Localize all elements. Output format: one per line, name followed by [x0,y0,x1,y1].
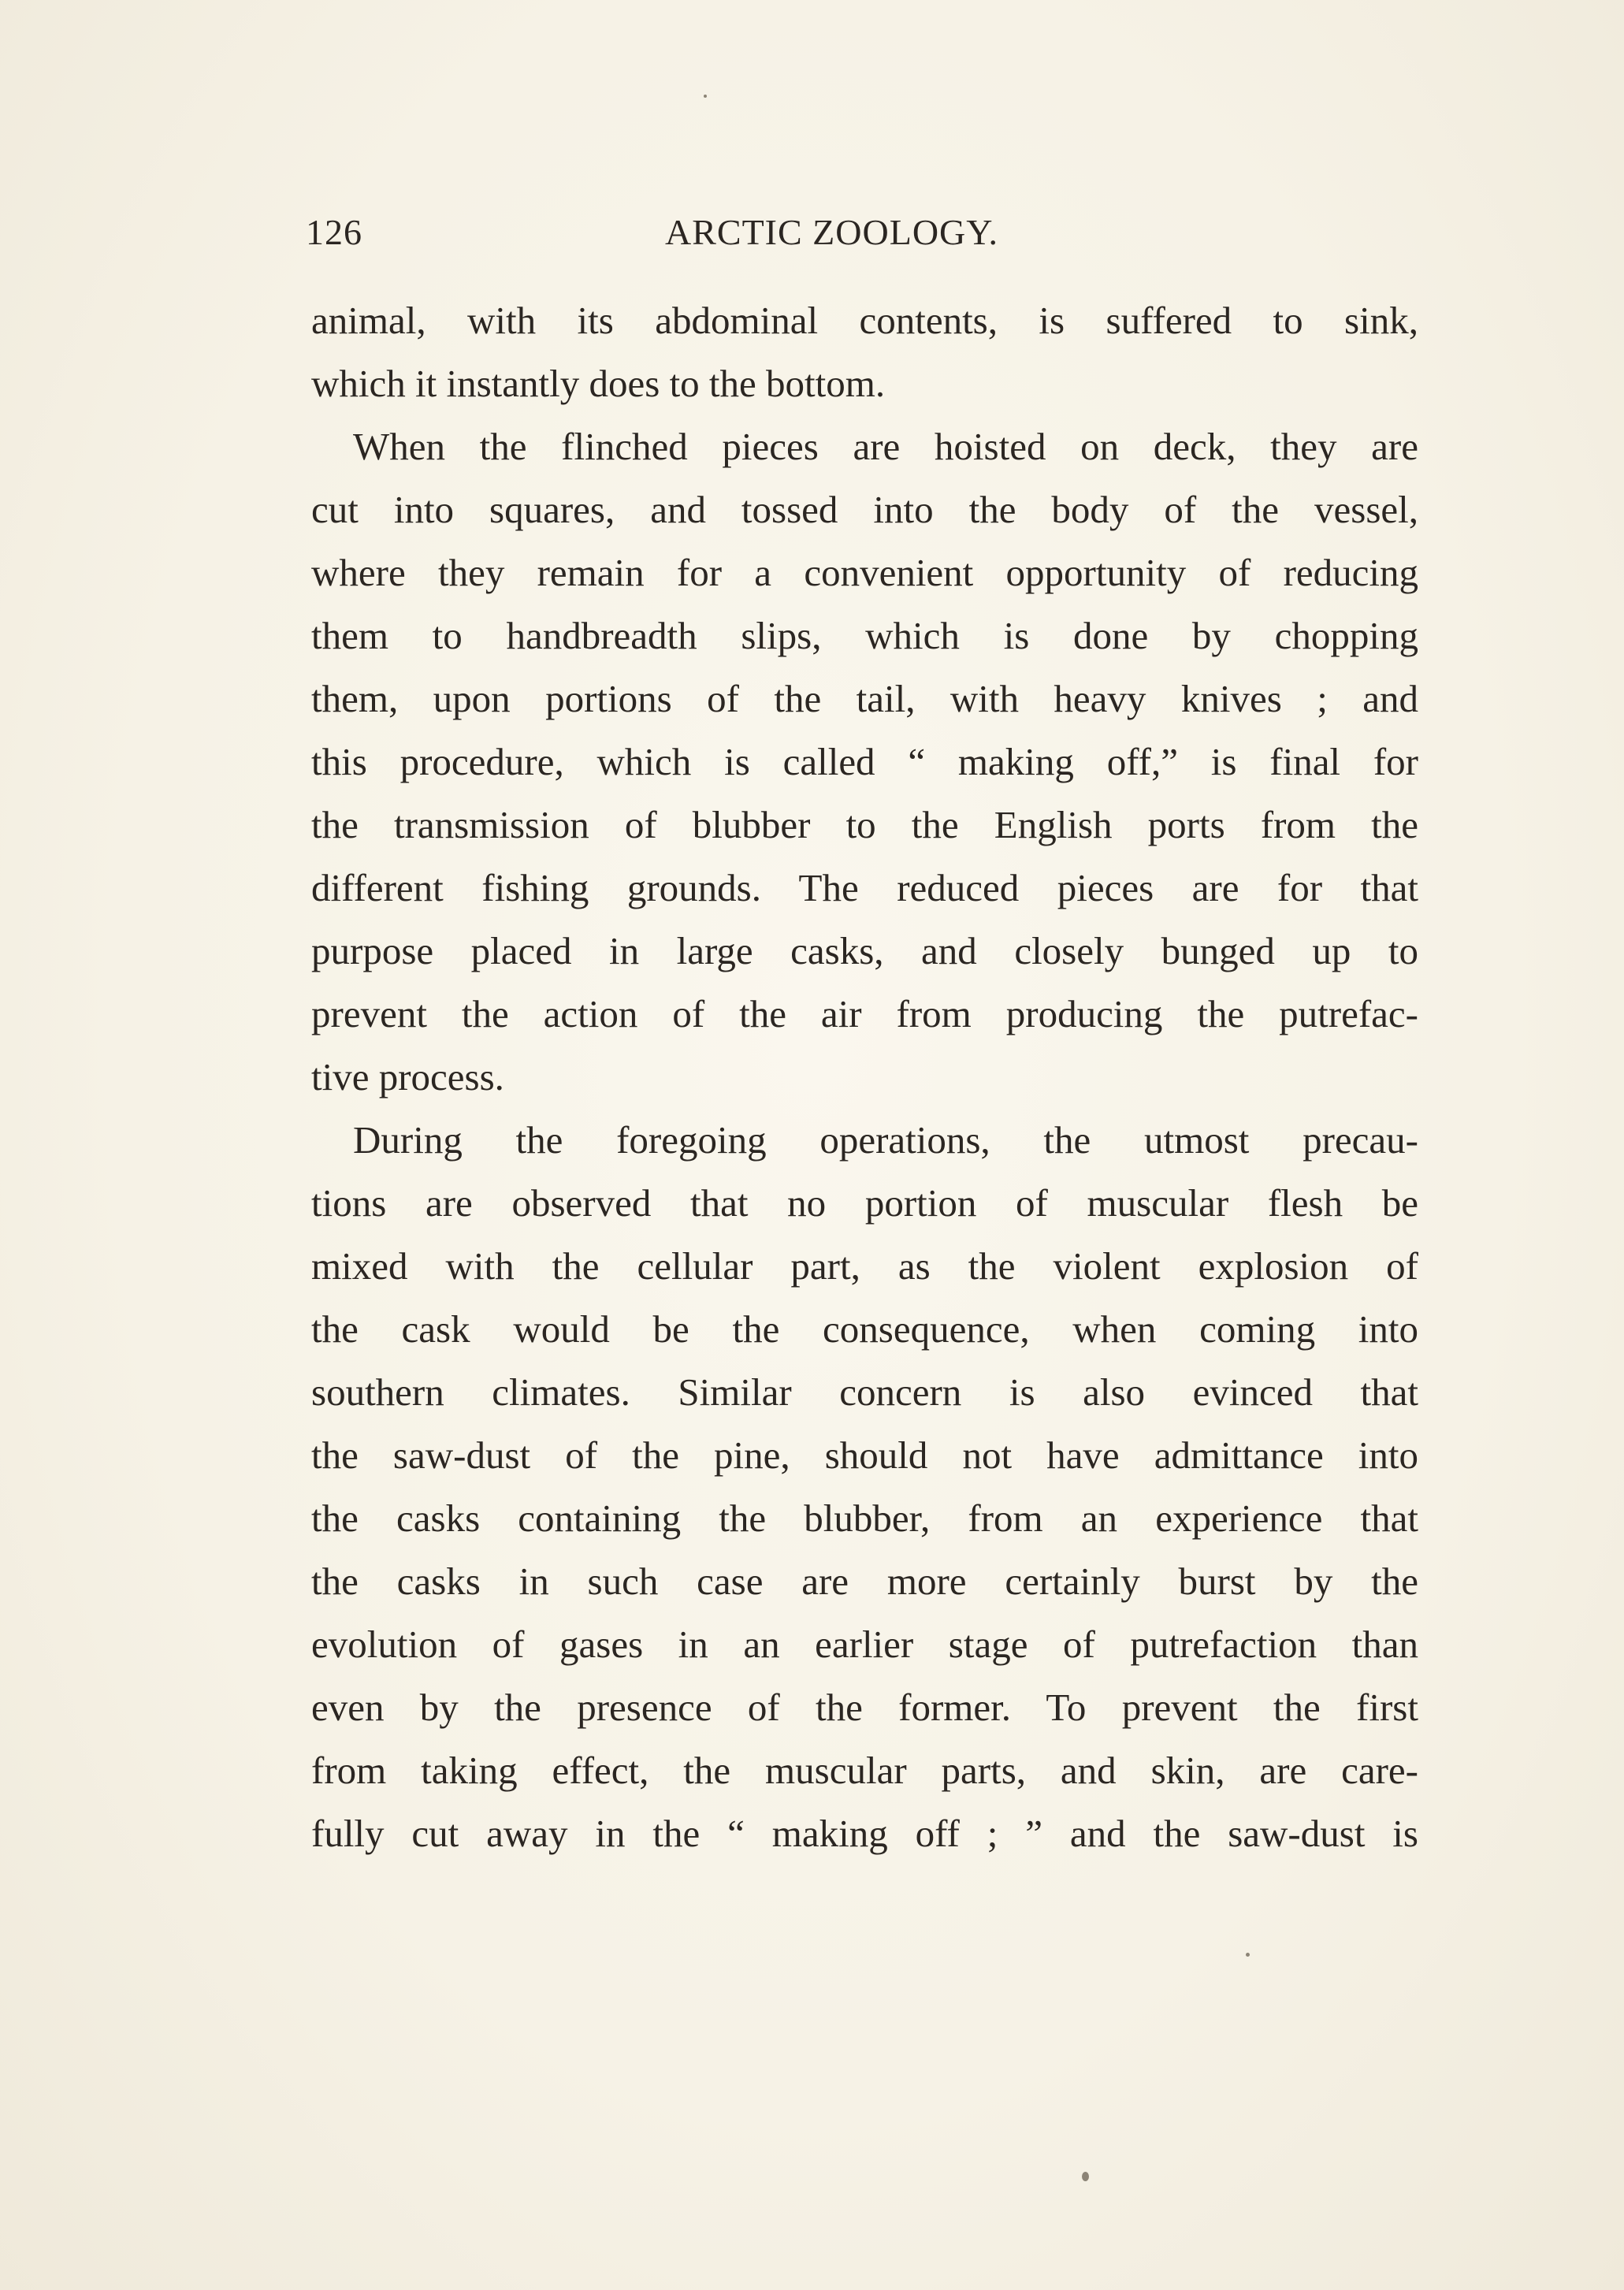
text-line: them to handbreadth slips, which is done by chopping [311,614,1418,657]
page-header [306,211,1417,258]
text-line: where they remain for a convenient opportunity of reducing [311,551,1418,594]
paper-speck [704,95,707,98]
text-line: tive process. [311,1055,504,1099]
text-line: fully cut away in the “ making off ; ” and the saw-dust is [311,1812,1418,1855]
paper-speck [1082,2172,1089,2181]
text-line: prevent the action of the air from producing the putrefac- [311,992,1418,1035]
text-line: even by the presence of the former. To prevent the first [311,1686,1418,1729]
paragraph-2 [311,415,1418,1109]
text-line: mixed with the cellular part, as the violent explosion of [311,1244,1418,1288]
text-line: the casks in such case are more certainly burst by the [311,1560,1418,1603]
text-line: which it instantly does to the bottom. [311,362,886,405]
text-line: cut into squares, and tossed into the body of the vessel, [311,488,1418,531]
text-line: the saw-dust of the pine, should not have admittance into [311,1433,1418,1477]
text-line: different fishing grounds. The reduced pieces are for that [311,866,1418,909]
text-line: When the flinched pieces are hoisted on deck, they are [353,425,1418,468]
paragraph-3 [311,1109,1418,1865]
text-line: southern climates. Similar concern is also evinced that [311,1370,1418,1414]
text-line: the casks containing the blubber, from an experience that [311,1496,1418,1540]
text-line: from taking effect, the muscular parts, and skin, are care- [311,1749,1418,1792]
text-line: purpose placed in large casks, and closely bunged up to [311,929,1418,972]
text-line: this procedure, which is called “ making off,” is final for [311,740,1418,783]
body-text [311,289,1418,1865]
text-line: evolution of gases in an earlier stage of putrefaction than [311,1623,1418,1666]
paragraph-1 [311,289,1418,415]
text-line: the transmission of blubber to the English ports from the [311,803,1418,846]
page-number: 126 [306,212,362,252]
text-line: them, upon portions of the tail, with heavy knives ; and [311,677,1418,720]
text-line: the cask would be the consequence, when coming into [311,1307,1418,1351]
paper-speck [1246,1953,1250,1957]
text-line: tions are observed that no portion of muscular flesh be [311,1181,1418,1225]
text-line: During the foregoing operations, the utmost precau- [353,1118,1418,1162]
running-head: ARCTIC ZOOLOGY. [665,212,999,252]
text-line: animal, with its abdominal contents, is suffered to sink, [311,299,1418,342]
